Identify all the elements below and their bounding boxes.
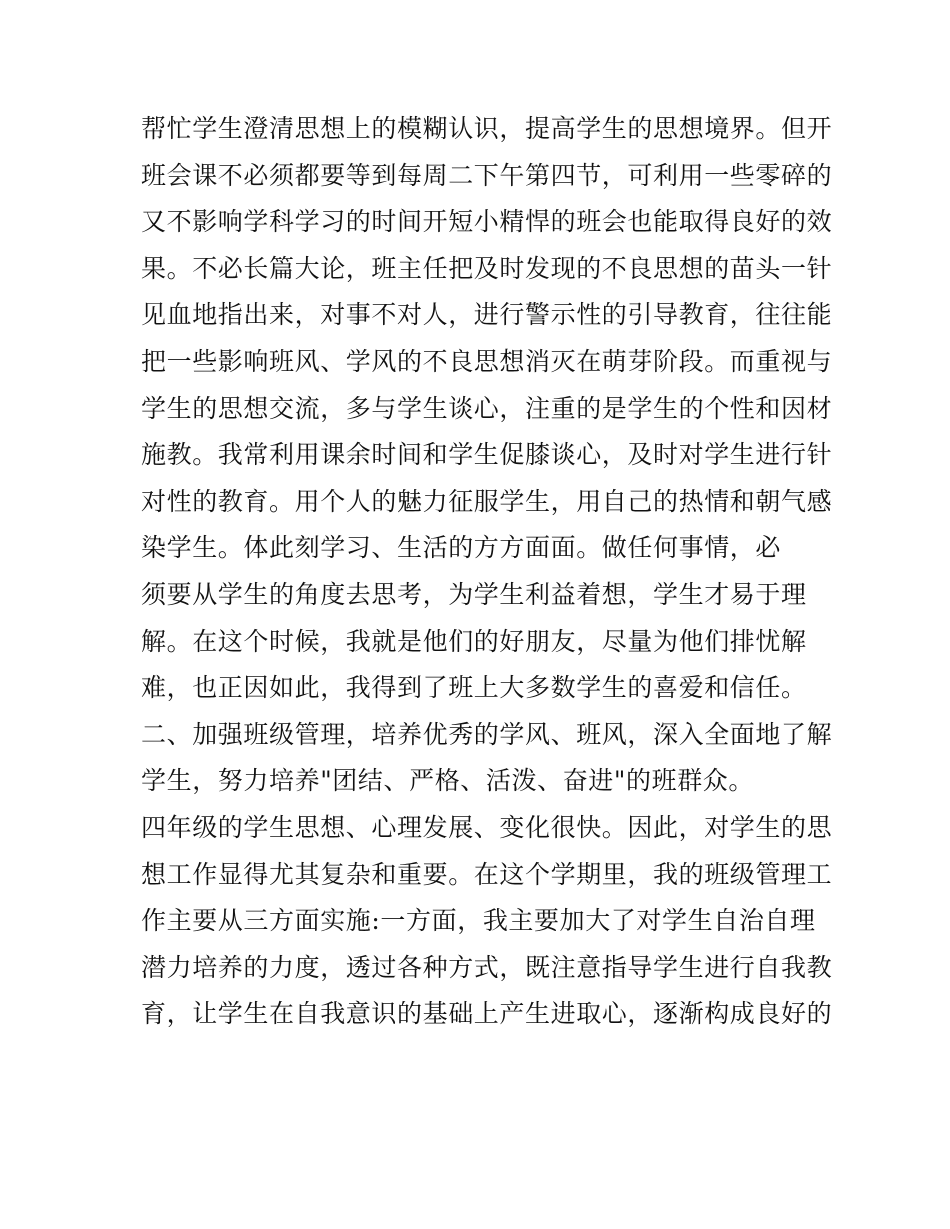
text-line-6: 把一些影响班风、学风的不良思想消灭在萌芽阶段。而重视与 — [141, 346, 833, 376]
body-text — [141, 106, 833, 1038]
text-line-18: 作主要从三方面实施:一方面，我主要加大了对学生自治自理 — [141, 906, 816, 936]
text-line-10: 染学生。体此刻学习、生活的方方面面。做任何事情，必 — [141, 533, 782, 563]
text-line-7: 学生的思想交流，多与学生谈心，注重的是学生的个性和因材 — [141, 393, 833, 423]
text-line-14: 二、加强班级管理，培养优秀的学风、班风，深入全面地了解 — [141, 719, 833, 749]
text-line-17: 想工作显得尤其复杂和重要。在这个学期里，我的班级管理工 — [141, 859, 833, 889]
text-line-13: 难，也正因如此，我得到了班上大多数学生的喜爱和信任。 — [141, 673, 807, 703]
text-line-5: 见血地指出来，对事不对人，进行警示性的引导教育，往往能 — [141, 300, 833, 330]
text-line-4: 果。不必长篇大论，班主任把及时发现的不良思想的苗头一针 — [141, 253, 833, 283]
text-line-3: 又不影响学科学习的时间开短小精悍的班会也能取得良好的效 — [141, 207, 833, 237]
text-line-15: 学生，努力培养"团结、严格、活泼、奋进"的班群众。 — [141, 766, 754, 796]
text-line-16: 四年级的学生思想、心理发展、变化很快。因此，对学生的思 — [141, 812, 833, 842]
text-line-19: 潜力培养的力度，透过各种方式，既注意指导学生进行自我教 — [141, 952, 833, 982]
text-line-2: 班会课不必须都要等到每周二下午第四节，可利用一些零碎的 — [141, 160, 833, 190]
text-line-1: 帮忙学生澄清思想上的模糊认识，提高学生的思想境界。但开 — [141, 114, 833, 143]
text-line-20: 育，让学生在自我意识的基础上产生进取心，逐渐构成良好的 — [141, 999, 833, 1029]
text-line-11: 须要从学生的角度去思考，为学生利益着想，学生才易于理 — [141, 579, 807, 609]
text-line-12: 解。在这个时候，我就是他们的好朋友，尽量为他们排忧解 — [141, 626, 807, 656]
text-line-9: 对性的教育。用个人的魅力征服学生，用自己的热情和朝气感 — [141, 486, 833, 516]
text-line-8: 施教。我常利用课余时间和学生促膝谈心，及时对学生进行针 — [141, 440, 833, 470]
